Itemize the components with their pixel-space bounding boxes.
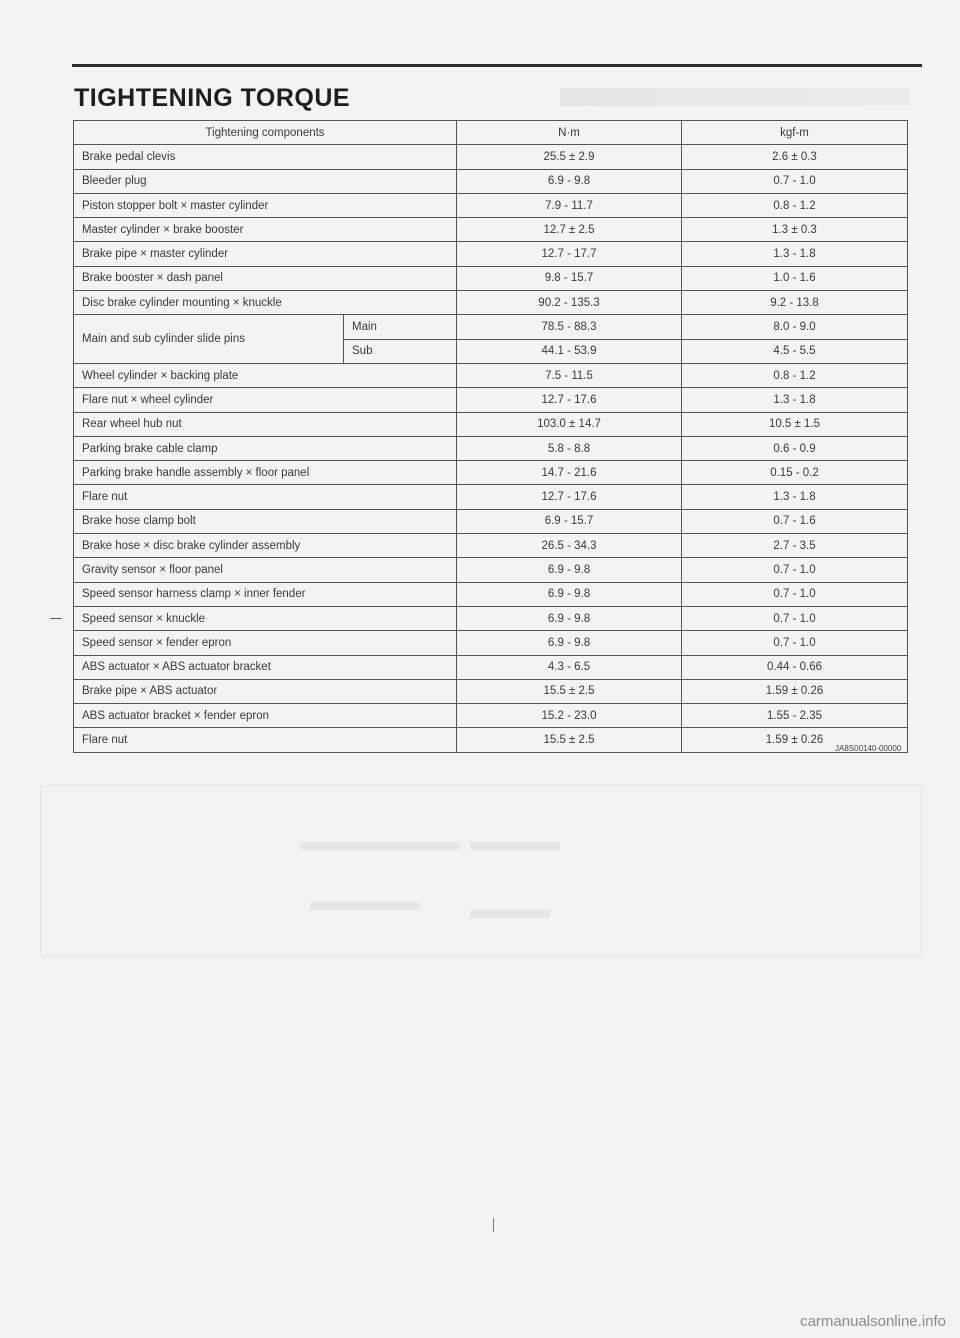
cell-kgfm: 0.44 - 0.66 — [682, 655, 908, 679]
table-row — [74, 728, 908, 752]
cell-nm: 5.8 - 8.8 — [457, 436, 682, 460]
cell-component: Speed sensor × knuckle — [74, 606, 457, 630]
cell-kgfm: 0.7 - 1.0 — [682, 631, 908, 655]
cell-kgfm: 1.3 - 1.8 — [682, 485, 908, 509]
header-kgfm: kgf-m — [682, 121, 908, 145]
header-components: Tightening components — [74, 121, 457, 145]
cell-component: Speed sensor harness clamp × inner fender — [74, 582, 457, 606]
bleed-through-shadow — [560, 88, 910, 106]
cell-component: Flare nut — [74, 485, 457, 509]
cell-kgfm: 10.5 ± 1.5 — [682, 412, 908, 436]
cell-kgfm: 0.7 - 1.0 — [682, 169, 908, 193]
cell-component: Wheel cylinder × backing plate — [74, 363, 457, 387]
cell-nm: 7.5 - 11.5 — [457, 363, 682, 387]
page-title: TIGHTENING TORQUE — [74, 84, 351, 112]
cell-kgfm: 1.3 ± 0.3 — [682, 218, 908, 242]
cell-component: Brake hose × disc brake cylinder assembly — [74, 534, 457, 558]
cell-nm: 90.2 - 135.3 — [457, 291, 682, 315]
cell-nm: 25.5 ± 2.9 — [457, 145, 682, 169]
cell-component: Gravity sensor × floor panel — [74, 558, 457, 582]
table-row — [74, 534, 908, 558]
cell-nm: 6.9 - 15.7 — [457, 509, 682, 533]
cell-component: Piston stopper bolt × master cylinder — [74, 193, 457, 217]
table-row — [74, 169, 908, 193]
cell-component: Flare nut — [74, 728, 457, 752]
cell-nm: 12.7 - 17.6 — [457, 485, 682, 509]
cell-kgfm: 4.5 - 5.5 — [682, 339, 908, 363]
cell-nm: 44.1 - 53.9 — [457, 339, 682, 363]
table-body-upper — [74, 145, 908, 315]
cell-nm: 14.7 - 21.6 — [457, 461, 682, 485]
table-row — [74, 242, 908, 266]
cell-component: Flare nut × wheel cylinder — [74, 388, 457, 412]
table-row — [74, 509, 908, 533]
cell-subtype: Sub — [344, 339, 457, 363]
cell-kgfm: 0.8 - 1.2 — [682, 193, 908, 217]
cell-nm: 15.5 ± 2.5 — [457, 679, 682, 703]
cell-nm: 6.9 - 9.8 — [457, 631, 682, 655]
cell-nm: 4.3 - 6.5 — [457, 655, 682, 679]
cell-kgfm: 2.6 ± 0.3 — [682, 145, 908, 169]
cell-nm: 9.8 - 15.7 — [457, 266, 682, 290]
bleed-through-table — [40, 785, 922, 957]
bleed-through-line — [470, 910, 550, 918]
table-row — [74, 631, 908, 655]
cell-kgfm: 2.7 - 3.5 — [682, 534, 908, 558]
cell-kgfm: 8.0 - 9.0 — [682, 315, 908, 339]
cell-kgfm: 0.15 - 0.2 — [682, 461, 908, 485]
table-row — [74, 363, 908, 387]
cell-kgfm: 1.59 ± 0.26 — [682, 679, 908, 703]
table-row — [74, 679, 908, 703]
cell-nm: 78.5 - 88.3 — [457, 315, 682, 339]
cell-kgfm: 0.7 - 1.0 — [682, 606, 908, 630]
table-row — [74, 606, 908, 630]
cell-component: Main and sub cylinder slide pins — [74, 315, 344, 364]
table-row — [74, 436, 908, 460]
bleed-through-line — [470, 842, 560, 850]
cell-component: ABS actuator × ABS actuator bracket — [74, 655, 457, 679]
cell-nm: 12.7 ± 2.5 — [457, 218, 682, 242]
document-code: JA8S00140-00000 — [835, 744, 902, 753]
cell-kgfm: 0.7 - 1.0 — [682, 558, 908, 582]
cell-subtype: Main — [344, 315, 457, 339]
cell-kgfm: 0.7 - 1.6 — [682, 509, 908, 533]
cell-component: Parking brake handle assembly × floor panel — [74, 461, 457, 485]
cell-component: Master cylinder × brake booster — [74, 218, 457, 242]
cell-kgfm: 0.6 - 0.9 — [682, 436, 908, 460]
cell-nm: 7.9 - 11.7 — [457, 193, 682, 217]
table-row — [74, 412, 908, 436]
table-row — [74, 582, 908, 606]
cell-kgfm: 1.3 - 1.8 — [682, 242, 908, 266]
cell-nm: 12.7 - 17.7 — [457, 242, 682, 266]
margin-mark — [50, 618, 62, 619]
page-number-mark — [493, 1218, 494, 1232]
cell-component: Brake pipe × master cylinder — [74, 242, 457, 266]
cell-kgfm: 1.0 - 1.6 — [682, 266, 908, 290]
cell-nm: 12.7 - 17.6 — [457, 388, 682, 412]
cell-nm: 103.0 ± 14.7 — [457, 412, 682, 436]
cell-kgfm: 1.59 ± 0.26 — [682, 728, 908, 752]
cell-nm: 6.9 - 9.8 — [457, 582, 682, 606]
table-row — [74, 485, 908, 509]
top-rule — [72, 64, 922, 67]
slide-pins-group — [74, 315, 908, 364]
cell-kgfm: 1.3 - 1.8 — [682, 388, 908, 412]
cell-nm: 15.5 ± 2.5 — [457, 728, 682, 752]
cell-nm: 6.9 - 9.8 — [457, 606, 682, 630]
header-nm: N·m — [457, 121, 682, 145]
cell-component: Disc brake cylinder mounting × knuckle — [74, 291, 457, 315]
watermark: carmanualsonline.info — [800, 1313, 946, 1330]
table-row — [74, 315, 908, 339]
table-body-lower — [74, 363, 908, 752]
table-row — [74, 655, 908, 679]
cell-kgfm: 1.55 - 2.35 — [682, 704, 908, 728]
cell-component: Bleeder plug — [74, 169, 457, 193]
cell-kgfm: 0.7 - 1.0 — [682, 582, 908, 606]
table-header-row — [74, 121, 908, 145]
cell-kgfm: 0.8 - 1.2 — [682, 363, 908, 387]
cell-nm: 6.9 - 9.8 — [457, 558, 682, 582]
bleed-through-line — [310, 902, 420, 910]
cell-component: Parking brake cable clamp — [74, 436, 457, 460]
cell-component: ABS actuator bracket × fender epron — [74, 704, 457, 728]
cell-component: Rear wheel hub nut — [74, 412, 457, 436]
table-row — [74, 291, 908, 315]
cell-component: Brake pedal clevis — [74, 145, 457, 169]
table-row — [74, 193, 908, 217]
table-row — [74, 388, 908, 412]
table-row — [74, 218, 908, 242]
cell-nm: 15.2 - 23.0 — [457, 704, 682, 728]
torque-table — [73, 120, 908, 753]
cell-component: Speed sensor × fender epron — [74, 631, 457, 655]
table-row — [74, 266, 908, 290]
table-row — [74, 704, 908, 728]
cell-nm: 26.5 - 34.3 — [457, 534, 682, 558]
bleed-through-line — [300, 842, 460, 850]
table-row — [74, 145, 908, 169]
cell-component: Brake hose clamp bolt — [74, 509, 457, 533]
cell-component: Brake pipe × ABS actuator — [74, 679, 457, 703]
cell-nm: 6.9 - 9.8 — [457, 169, 682, 193]
table-row — [74, 461, 908, 485]
table-row — [74, 558, 908, 582]
cell-kgfm: 9.2 - 13.8 — [682, 291, 908, 315]
cell-component: Brake booster × dash panel — [74, 266, 457, 290]
